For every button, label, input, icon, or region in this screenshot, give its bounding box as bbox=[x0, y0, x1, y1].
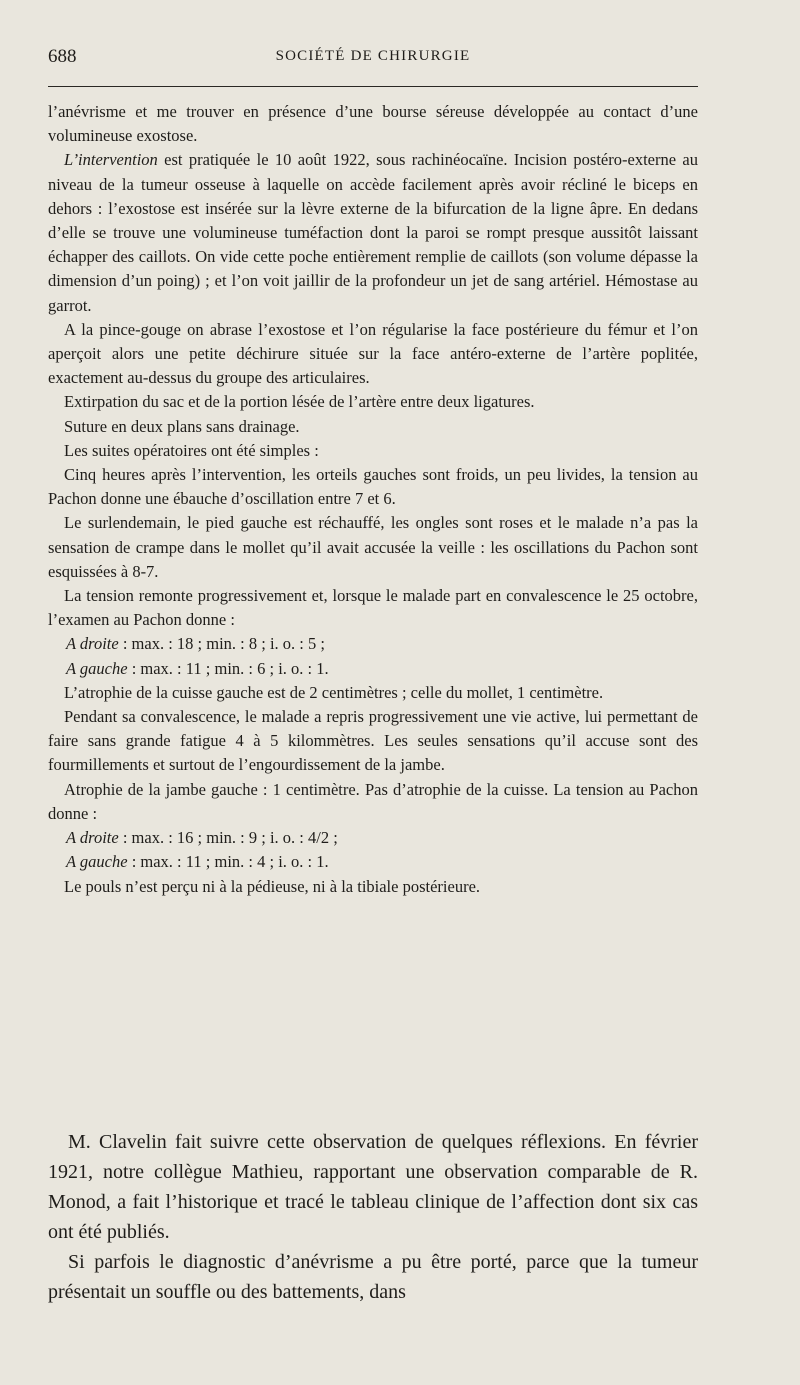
side-label: A droite bbox=[66, 828, 119, 848]
side-label: A gauche bbox=[66, 852, 128, 872]
measurement-line: A gauche : max. : 11 ; min. : 4 ; i. o. : 1. bbox=[66, 852, 329, 872]
paragraph: L’atrophie de la cuisse gauche est de 2 centimètres ; celle du mollet, 1 centimètre. bbox=[64, 682, 604, 702]
paragraph: Si parfois le diagnostic d’anévrisme a pu être porté, parce que la tumeur présentait un souffle ou des battements, dans bbox=[48, 1251, 698, 1303]
header-rule bbox=[48, 86, 698, 87]
running-title: SOCIÉTÉ DE CHIRURGIE bbox=[275, 48, 471, 64]
paragraph: Les suites opératoires ont été simples : bbox=[64, 440, 319, 460]
side-label: A gauche bbox=[66, 658, 128, 678]
paragraph: Le pouls n’est perçu ni à la pédieuse, ni à la tibiale postérieure. bbox=[64, 876, 481, 896]
paragraph: l’anévrisme et me trouver en présence d’une bourse séreuse développée au contact d’une volumineuse exostose. bbox=[48, 102, 698, 146]
italic-lead: L’intervention bbox=[64, 150, 158, 170]
paragraph: Extirpation du sac et de la portion lésée de l’artère entre deux ligatures. bbox=[64, 392, 535, 412]
measurement-line: A droite : max. : 18 ; min. : 8 ; i. o. : 5 ; bbox=[66, 634, 325, 654]
page-header bbox=[48, 46, 698, 70]
paragraph: Pendant sa convalescence, le malade a repris progressivement une vie active, lui permettant de faire sans grande fatigue 4 à 5 kilommètres. Les seules sensations qu’il accuse sont des fourmillements et surtout de l’engourdissement de la jambe. bbox=[48, 707, 698, 775]
paragraph: M. Clavelin fait suivre cette observation de quelques réflexions. En février 1921, notre collègue Mathieu, rapportant une observation comparable de R. Monod, a fait l’historique et tracé le tableau clinique de l’affection dont six cas ont été publiés. bbox=[48, 1131, 698, 1243]
paragraph: Suture en deux plans sans drainage. bbox=[64, 416, 300, 436]
paragraph: Le surlendemain, le pied gauche est réchauffé, les ongles sont roses et le malade n’a pas la sensation de crampe dans le mollet qu’il avait accusée la veille : les oscillations du Pachon sont esquissées à 8-7. bbox=[48, 513, 698, 581]
page-number: 688 bbox=[48, 46, 77, 67]
measurement-line: A gauche : max. : 11 ; min. : 6 ; i. o. : 1. bbox=[66, 658, 329, 678]
paragraph: L’intervention est pratiquée le 10 août 1922, sous rachinéocaïne. Incision postéro-externe au niveau de la tumeur osseuse à laquelle on accède facilement après avoir récliné le biceps en dehors : l’exostose est insérée sur la lèvre externe de la bifurcation de la ligne âpre. En dedans d’elle se trouve une volumineuse tuméfaction dont la paroi se rompt presque aussitôt laissant échapper des caillots. On vide cette poche entièrement remplie de caillots (son volume dépasse la dimension d’un poing) ; et l’on voit jaillir de la profondeur un jet de sang artériel. Hémostase au garrot. bbox=[48, 150, 698, 315]
measurement-line: A droite : max. : 16 ; min. : 9 ; i. o. : 4/2 ; bbox=[66, 828, 338, 848]
paragraph: Cinq heures après l’intervention, les orteils gauches sont froids, un peu livides, la tension au Pachon donne une ébauche d’oscillation entre 7 et 6. bbox=[48, 465, 698, 509]
paragraph: A la pince-gouge on abrase l’exostose et l’on régularise la face postérieure du fémur et l’on aperçoit alors une petite déchirure située sur la face antéro-externe de l’artère poplitée, exactement au-dessus du groupe des articulaires. bbox=[48, 319, 698, 388]
paragraph: La tension remonte progressivement et, lorsque le malade part en convalescence le 25 octobre, l’examen au Pachon donne : bbox=[48, 586, 698, 630]
commentary bbox=[48, 1127, 698, 1307]
side-label: A droite bbox=[66, 634, 119, 654]
case-observation bbox=[48, 100, 698, 899]
paragraph: Atrophie de la jambe gauche : 1 centimètre. Pas d’atrophie de la cuisse. La tension au Pachon donne : bbox=[48, 779, 698, 823]
